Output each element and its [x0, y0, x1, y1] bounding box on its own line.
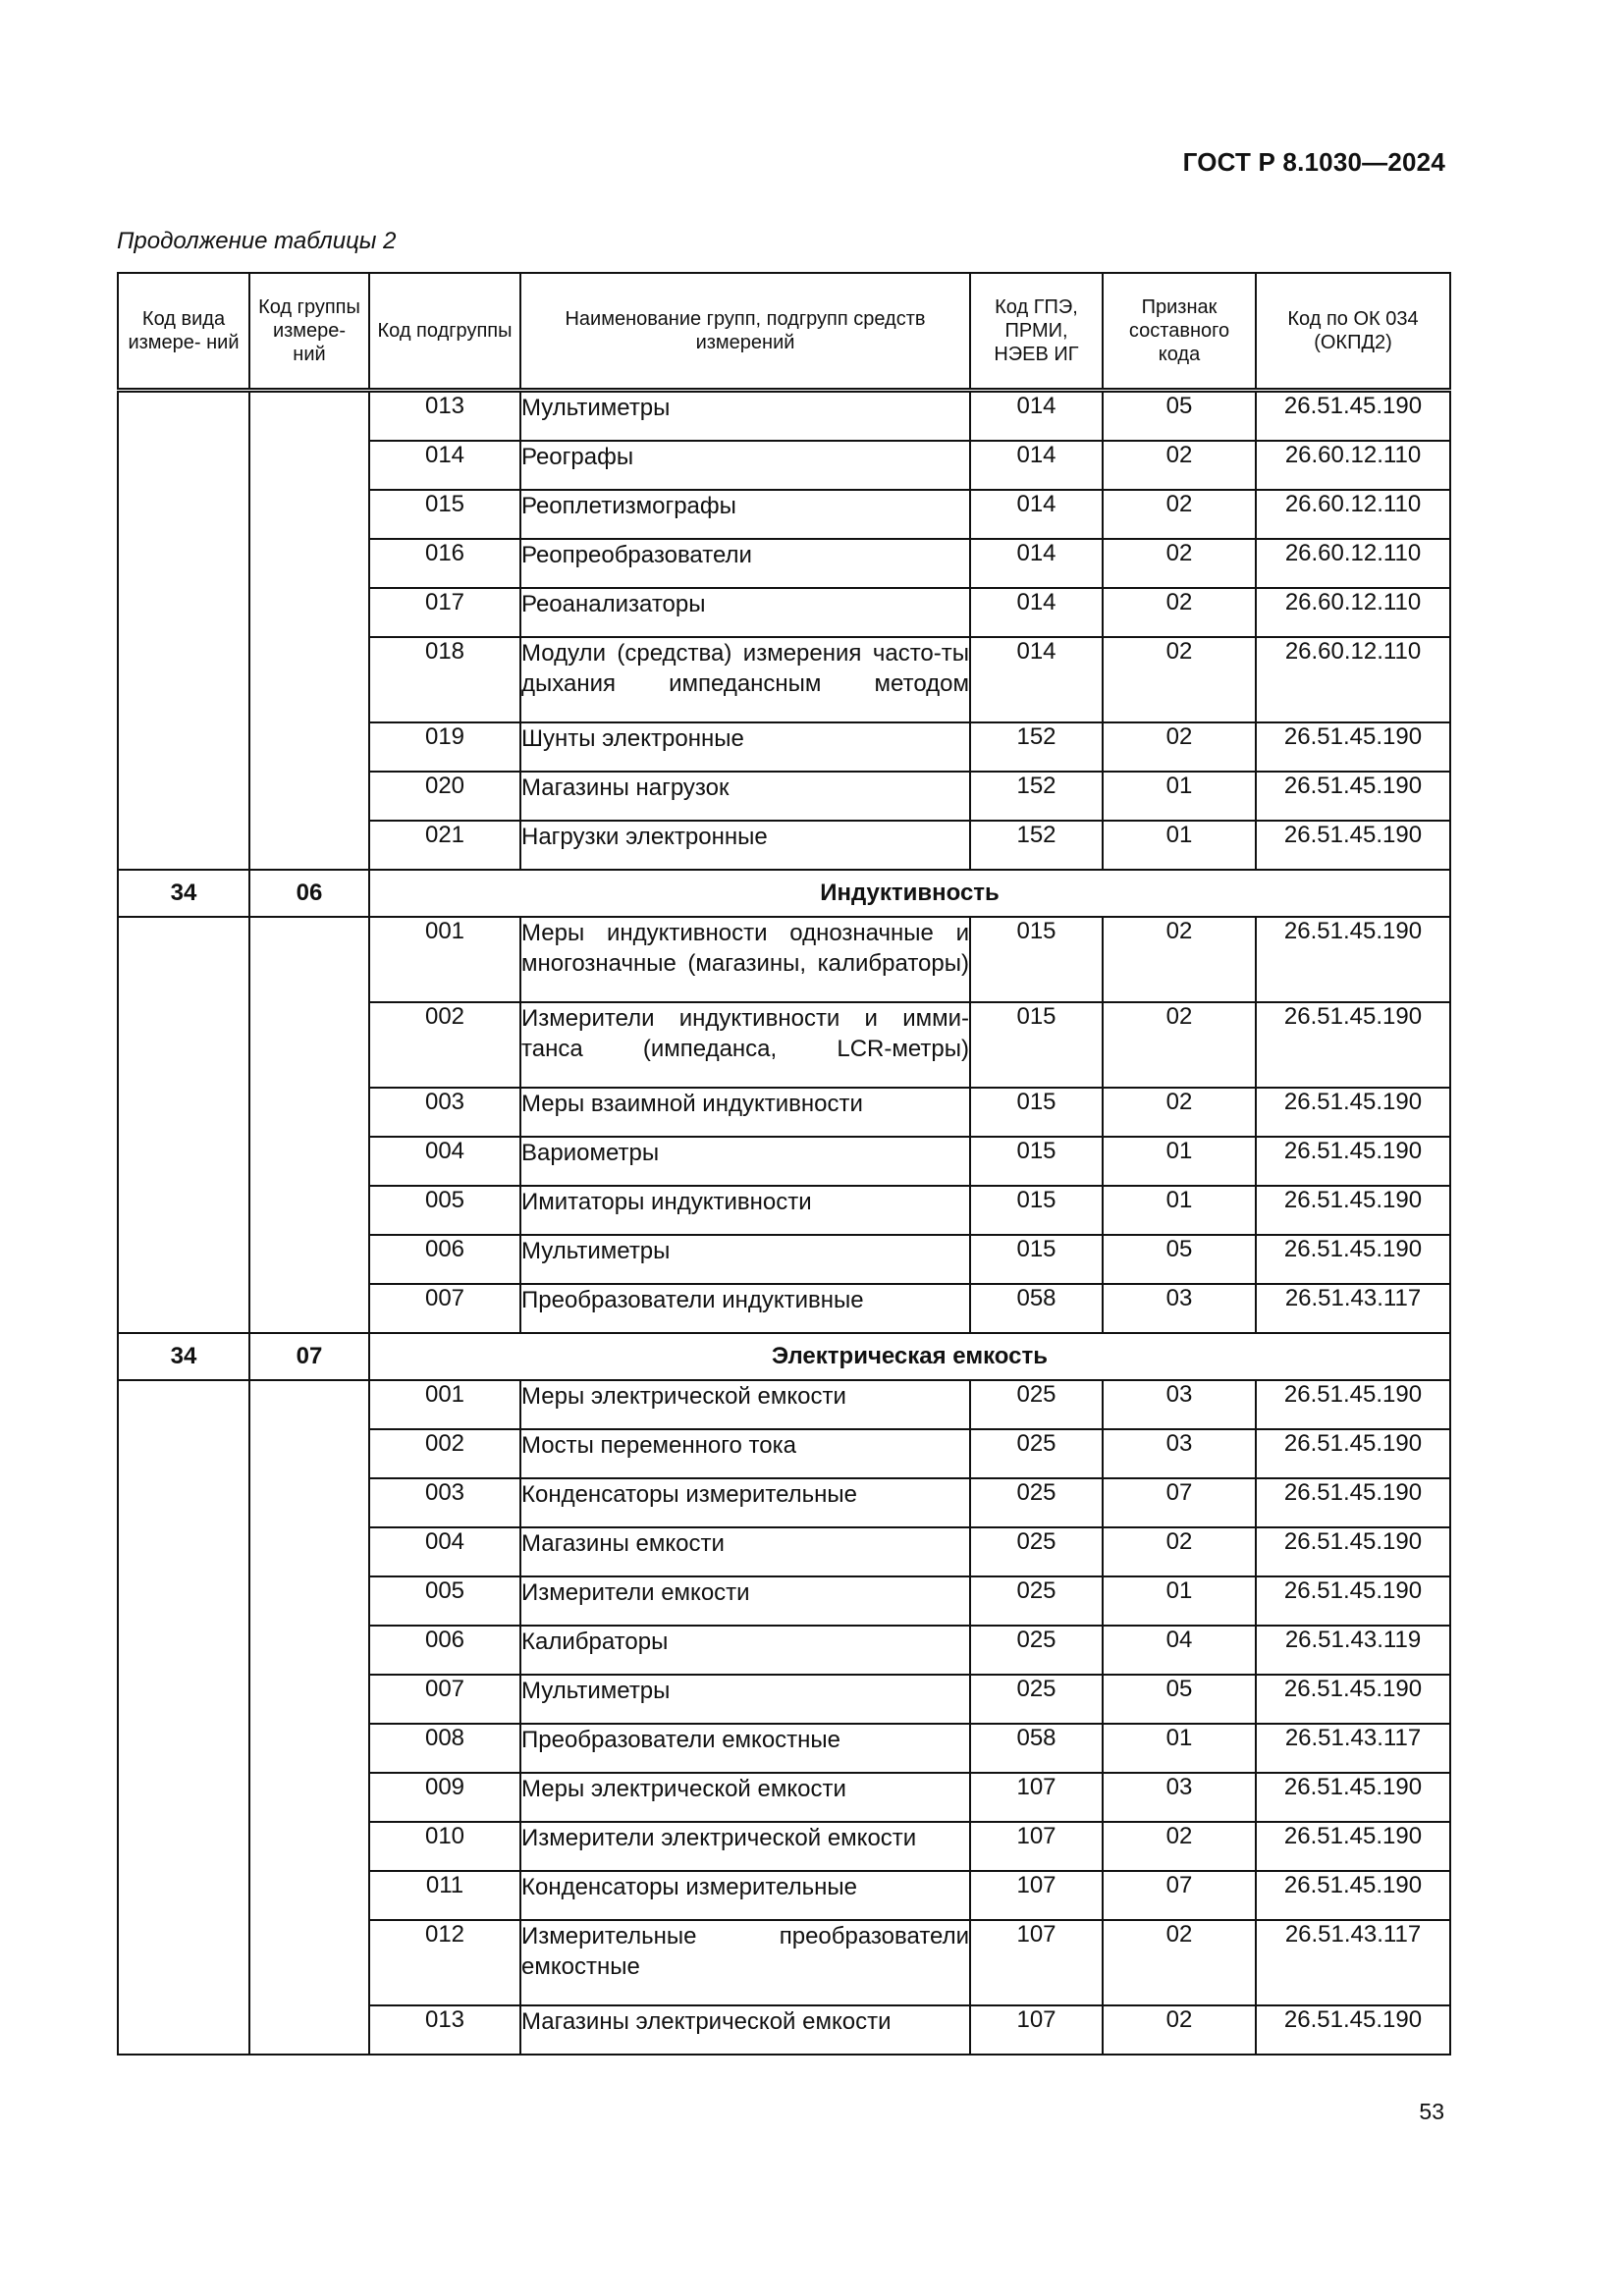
composite-sign: 02: [1103, 2005, 1256, 2055]
subgroup-code: 018: [369, 637, 520, 722]
okpd-code: 26.51.45.190: [1256, 1871, 1450, 1920]
subgroup-code: 013: [369, 391, 520, 442]
subgroup-code: 014: [369, 441, 520, 490]
page-number: 53: [1419, 2099, 1444, 2124]
group-name: Нагрузки электронные: [520, 821, 970, 870]
okpd-code: 26.51.45.190: [1256, 1527, 1450, 1576]
subgroup-code: 011: [369, 1871, 520, 1920]
okpd-code: 26.51.45.190: [1256, 917, 1450, 1002]
group-name: Измерители емкости: [520, 1576, 970, 1626]
group-name: Меры индуктивности однозначные и многозначные (магазины, калибраторы): [520, 917, 970, 1002]
composite-sign: 02: [1103, 917, 1256, 1002]
group-name: Конденсаторы измерительные: [520, 1478, 970, 1527]
group-name: Мультиметры: [520, 391, 970, 442]
section-header-row: [118, 1333, 1450, 1380]
gpe-code: 014: [970, 539, 1103, 588]
section-kind-code: 34: [118, 1333, 249, 1380]
okpd-code: 26.60.12.110: [1256, 588, 1450, 637]
gpe-code: 025: [970, 1626, 1103, 1675]
okpd-code: 26.51.45.190: [1256, 1576, 1450, 1626]
okpd-code: 26.51.45.190: [1256, 1137, 1450, 1186]
kind-code-cell-empty: [118, 917, 249, 1333]
composite-sign: 04: [1103, 1626, 1256, 1675]
subgroup-code: 019: [369, 722, 520, 772]
section-kind-code: 34: [118, 870, 249, 917]
composite-sign: 05: [1103, 391, 1256, 442]
gpe-code: 152: [970, 722, 1103, 772]
section-title: Индуктивность: [369, 870, 1450, 917]
okpd-code: 26.51.45.190: [1256, 1186, 1450, 1235]
gpe-code: 014: [970, 441, 1103, 490]
okpd-code: 26.51.45.190: [1256, 1478, 1450, 1527]
header-okpd-code: Код по ОК 034 (ОКПД2): [1256, 273, 1450, 391]
gpe-code: 107: [970, 1822, 1103, 1871]
gpe-code: 025: [970, 1380, 1103, 1429]
composite-sign: 02: [1103, 588, 1256, 637]
composite-sign: 05: [1103, 1235, 1256, 1284]
gpe-code: 107: [970, 1773, 1103, 1822]
okpd-code: 26.51.43.117: [1256, 1724, 1450, 1773]
table-row: [118, 391, 1450, 442]
header-kind-code: Код вида измере- ний: [118, 273, 249, 391]
header-gpe-code: Код ГПЭ, ПРМИ, НЭЕВ ИГ: [970, 273, 1103, 391]
subgroup-code: 021: [369, 821, 520, 870]
okpd-code: 26.60.12.110: [1256, 441, 1450, 490]
gpe-code: 015: [970, 1186, 1103, 1235]
okpd-code: 26.51.43.117: [1256, 1284, 1450, 1333]
composite-sign: 03: [1103, 1284, 1256, 1333]
subgroup-code: 001: [369, 1380, 520, 1429]
subgroup-code: 005: [369, 1186, 520, 1235]
gpe-code: 015: [970, 1088, 1103, 1137]
gpe-code: 058: [970, 1724, 1103, 1773]
group-name: Калибраторы: [520, 1626, 970, 1675]
section-group-code: 06: [249, 870, 369, 917]
okpd-code: 26.60.12.110: [1256, 637, 1450, 722]
table-header-row: [118, 273, 1450, 391]
table-row: [118, 917, 1450, 1002]
composite-sign: 02: [1103, 722, 1256, 772]
okpd-code: 26.51.45.190: [1256, 1675, 1450, 1724]
okpd-code: 26.51.43.119: [1256, 1626, 1450, 1675]
document-code: ГОСТ Р 8.1030—2024: [1182, 147, 1445, 177]
composite-sign: 02: [1103, 1920, 1256, 2005]
okpd-code: 26.51.45.190: [1256, 1002, 1450, 1088]
group-name: Магазины нагрузок: [520, 772, 970, 821]
subgroup-code: 009: [369, 1773, 520, 1822]
composite-sign: 03: [1103, 1380, 1256, 1429]
group-name: Имитаторы индуктивности: [520, 1186, 970, 1235]
composite-sign: 03: [1103, 1429, 1256, 1478]
gpe-code: 025: [970, 1527, 1103, 1576]
subgroup-code: 007: [369, 1675, 520, 1724]
kind-code-cell-empty: [118, 1380, 249, 2055]
okpd-code: 26.51.45.190: [1256, 1088, 1450, 1137]
okpd-code: 26.60.12.110: [1256, 490, 1450, 539]
okpd-code: 26.51.43.117: [1256, 1920, 1450, 2005]
composite-sign: 01: [1103, 1186, 1256, 1235]
subgroup-code: 006: [369, 1235, 520, 1284]
composite-sign: 01: [1103, 821, 1256, 870]
subgroup-code: 001: [369, 917, 520, 1002]
table-caption: Продолжение таблицы 2: [117, 228, 397, 254]
group-name: Меры электрической емкости: [520, 1773, 970, 1822]
group-name: Преобразователи емкостные: [520, 1724, 970, 1773]
subgroup-code: 003: [369, 1478, 520, 1527]
subgroup-code: 005: [369, 1576, 520, 1626]
subgroup-code: 007: [369, 1284, 520, 1333]
okpd-code: 26.51.45.190: [1256, 1380, 1450, 1429]
gpe-code: 025: [970, 1429, 1103, 1478]
composite-sign: 01: [1103, 1724, 1256, 1773]
okpd-code: 26.51.45.190: [1256, 1822, 1450, 1871]
gpe-code: 014: [970, 588, 1103, 637]
subgroup-code: 002: [369, 1002, 520, 1088]
subgroup-code: 017: [369, 588, 520, 637]
group-name: Мосты переменного тока: [520, 1429, 970, 1478]
group-name: Реографы: [520, 441, 970, 490]
group-code-cell-empty: [249, 1380, 369, 2055]
group-name: Магазины емкости: [520, 1527, 970, 1576]
subgroup-code: 016: [369, 539, 520, 588]
okpd-code: 26.51.45.190: [1256, 1429, 1450, 1478]
composite-sign: 07: [1103, 1871, 1256, 1920]
composite-sign: 02: [1103, 1527, 1256, 1576]
subgroup-code: 004: [369, 1137, 520, 1186]
subgroup-code: 008: [369, 1724, 520, 1773]
group-name: Меры электрической емкости: [520, 1380, 970, 1429]
subgroup-code: 015: [369, 490, 520, 539]
group-code-cell-empty: [249, 917, 369, 1333]
composite-sign: 02: [1103, 637, 1256, 722]
gpe-code: 152: [970, 772, 1103, 821]
okpd-code: 26.51.45.190: [1256, 821, 1450, 870]
composite-sign: 01: [1103, 772, 1256, 821]
okpd-code: 26.51.45.190: [1256, 2005, 1450, 2055]
group-name: Измерители индуктивности и имми-танса (импеданса, LCR-метры): [520, 1002, 970, 1088]
group-name: Мультиметры: [520, 1675, 970, 1724]
subgroup-code: 013: [369, 2005, 520, 2055]
group-name: Реоанализаторы: [520, 588, 970, 637]
gpe-code: 015: [970, 917, 1103, 1002]
composite-sign: 02: [1103, 1088, 1256, 1137]
header-group-code: Код группы измере- ний: [249, 273, 369, 391]
composite-sign: 05: [1103, 1675, 1256, 1724]
gpe-code: 015: [970, 1235, 1103, 1284]
gpe-code: 014: [970, 637, 1103, 722]
group-name: Измерительные преобразователи емкостные: [520, 1920, 970, 2005]
group-name: Меры взаимной индуктивности: [520, 1088, 970, 1137]
section-group-code: 07: [249, 1333, 369, 1380]
composite-sign: 02: [1103, 1822, 1256, 1871]
composite-sign: 01: [1103, 1576, 1256, 1626]
gpe-code: 152: [970, 821, 1103, 870]
composite-sign: 03: [1103, 1773, 1256, 1822]
group-name: Вариометры: [520, 1137, 970, 1186]
classification-table: [117, 272, 1451, 2056]
composite-sign: 02: [1103, 1002, 1256, 1088]
gpe-code: 015: [970, 1137, 1103, 1186]
gpe-code: 014: [970, 391, 1103, 442]
group-name: Магазины электрической емкости: [520, 2005, 970, 2055]
group-name: Преобразователи индуктивные: [520, 1284, 970, 1333]
composite-sign: 02: [1103, 490, 1256, 539]
composite-sign: 07: [1103, 1478, 1256, 1527]
kind-code-cell-empty: [118, 391, 249, 871]
composite-sign: 02: [1103, 539, 1256, 588]
header-group-name: Наименование групп, подгрупп средств измерений: [520, 273, 970, 391]
gpe-code: 015: [970, 1002, 1103, 1088]
group-name: Модули (средства) измерения часто-ты дыхания импедансным методом: [520, 637, 970, 722]
okpd-code: 26.60.12.110: [1256, 539, 1450, 588]
header-composite-sign: Признак составного кода: [1103, 273, 1256, 391]
gpe-code: 025: [970, 1576, 1103, 1626]
composite-sign: 02: [1103, 441, 1256, 490]
gpe-code: 025: [970, 1478, 1103, 1527]
subgroup-code: 002: [369, 1429, 520, 1478]
subgroup-code: 010: [369, 1822, 520, 1871]
table-row: [118, 1380, 1450, 1429]
gpe-code: 058: [970, 1284, 1103, 1333]
group-name: Измерители электрической емкости: [520, 1822, 970, 1871]
gpe-code: 107: [970, 2005, 1103, 2055]
okpd-code: 26.51.45.190: [1256, 772, 1450, 821]
gpe-code: 025: [970, 1675, 1103, 1724]
okpd-code: 26.51.45.190: [1256, 1773, 1450, 1822]
group-name: Мультиметры: [520, 1235, 970, 1284]
subgroup-code: 020: [369, 772, 520, 821]
subgroup-code: 006: [369, 1626, 520, 1675]
subgroup-code: 012: [369, 1920, 520, 2005]
group-code-cell-empty: [249, 391, 369, 871]
group-name: Шунты электронные: [520, 722, 970, 772]
okpd-code: 26.51.45.190: [1256, 722, 1450, 772]
group-name: Конденсаторы измерительные: [520, 1871, 970, 1920]
group-name: Реопреобразователи: [520, 539, 970, 588]
group-name: Реоплетизмографы: [520, 490, 970, 539]
subgroup-code: 004: [369, 1527, 520, 1576]
composite-sign: 01: [1103, 1137, 1256, 1186]
subgroup-code: 003: [369, 1088, 520, 1137]
section-header-row: [118, 870, 1450, 917]
gpe-code: 107: [970, 1871, 1103, 1920]
gpe-code: 107: [970, 1920, 1103, 2005]
gpe-code: 014: [970, 490, 1103, 539]
header-subgroup-code: Код подгруппы: [369, 273, 520, 391]
section-title: Электрическая емкость: [369, 1333, 1450, 1380]
okpd-code: 26.51.45.190: [1256, 1235, 1450, 1284]
okpd-code: 26.51.45.190: [1256, 391, 1450, 442]
